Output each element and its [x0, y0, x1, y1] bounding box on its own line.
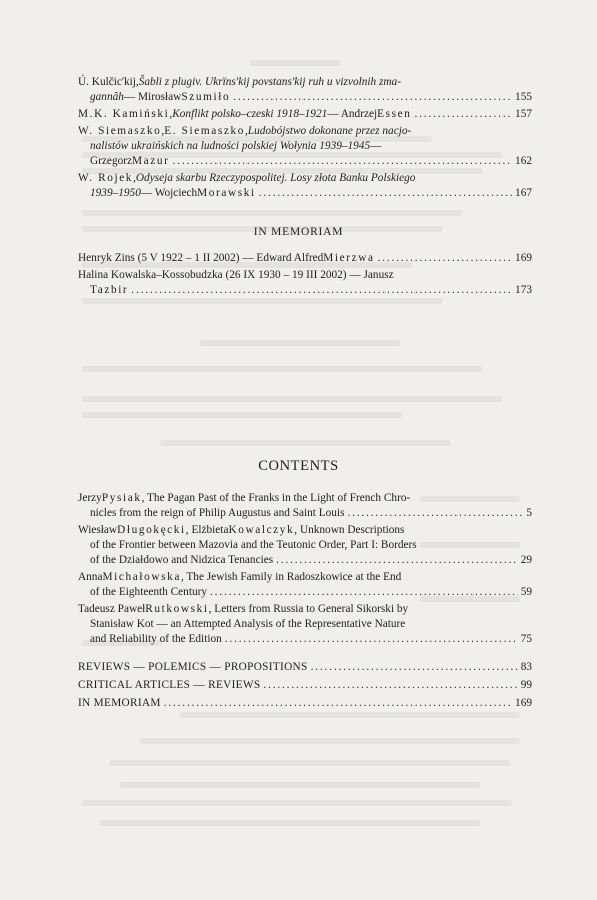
toc-entry: [78, 75, 532, 105]
italic-title: 1939–1950: [90, 187, 141, 199]
author-name: Morawski: [197, 187, 256, 199]
leader-dots: [233, 90, 512, 105]
entry-text: of the Działdowo and Nidzica Tenancies: [90, 554, 274, 566]
author-name: Długokęcki: [117, 524, 186, 536]
author-name: Rutkowski: [145, 603, 209, 615]
entry-text: ,: [244, 125, 248, 137]
leader-dots: [173, 154, 513, 169]
leader-dots: [415, 107, 513, 122]
section-label: CRITICAL ARTICLES — REVIEWS: [78, 679, 261, 691]
entry-text: Jerzy: [78, 492, 102, 504]
section-entry: [78, 678, 532, 693]
entry-text: — Wojciech: [140, 187, 198, 199]
toc-entry: [78, 268, 532, 298]
entry-text: nicles from the reign of Philip Augustus and Saint Louis: [90, 507, 345, 519]
page-number: 157: [515, 108, 532, 120]
author-name: E. Siemaszko: [164, 125, 245, 137]
toc-entry: [78, 124, 532, 169]
entry-text: Grzegorz: [90, 155, 133, 167]
italic-title: gannâh: [90, 91, 124, 103]
leader-dots: [210, 585, 518, 600]
page-number: 83: [520, 661, 532, 673]
leader-dots: [259, 186, 512, 201]
toc-entry: [78, 251, 532, 266]
italic-title: nalistów ukraińskich na ludności polskiej Wołynia 1939–1945: [90, 140, 371, 152]
author-name: Pysiak: [101, 492, 142, 504]
italic-title: Ludobójstwo dokonane przez nacjo-: [247, 125, 412, 137]
toc-entry: [78, 570, 532, 600]
page-number: 167: [515, 187, 532, 199]
author-name: W. Rojek: [78, 172, 134, 184]
page-number: 169: [515, 697, 532, 709]
entry-text: Stanisław Kot — an Attempted Analysis of the Representative Nature: [90, 618, 406, 630]
italic-title: Konflikt polsko–czeski 1918–1921: [172, 108, 328, 120]
page-number: 75: [520, 633, 532, 645]
author-name: Szumiło: [181, 91, 231, 103]
entry-text: Tadeusz Paweł: [78, 603, 146, 615]
author-name: Tazbir: [90, 284, 129, 296]
author-name: W. Siemaszko: [78, 125, 162, 137]
leader-dots: [225, 632, 518, 647]
entry-text: ,: [133, 172, 136, 184]
leader-dots: [263, 678, 517, 693]
author-name: Michałowska: [102, 571, 181, 583]
entry-text: Anna: [78, 571, 103, 583]
entry-text: — Andrzej: [327, 108, 378, 120]
page-number: 99: [520, 679, 532, 691]
toc-entry: [78, 107, 532, 122]
section-entry: [78, 660, 532, 675]
entry-text: , The Jewish Family in Radoszkowice at the End: [180, 571, 402, 583]
author-name: Essen: [377, 108, 412, 120]
author-name: Kowalczyk: [228, 524, 295, 536]
entry-text: , Elżbieta: [185, 524, 229, 536]
contents-heading: CONTENTS: [258, 458, 339, 474]
author-name: M.K. Kamiński: [78, 108, 170, 120]
leader-dots: [276, 553, 518, 568]
entry-text: — Mirosław: [123, 91, 182, 103]
entry-text: Wiesław: [78, 524, 118, 536]
toc-entry: [78, 523, 532, 568]
page-number: 162: [515, 155, 532, 167]
author-name: Mazur: [132, 155, 170, 167]
page-number: 5: [526, 507, 532, 519]
entry-text: Halina Kowalska–Kossobudzka (26 IX 1930 – 19 III 2002) — Janusz: [78, 269, 394, 281]
page-number: 173: [515, 284, 532, 296]
toc-entry: [78, 491, 532, 521]
leader-dots: [378, 251, 512, 266]
entry-text: Henryk Zins (5 V 1922 – 1 II 2002) — Edward Alfred: [78, 252, 324, 264]
section-entry: [78, 696, 532, 711]
entry-text: of the Eighteenth Century: [90, 586, 208, 598]
entry-text: , The Pagan Past of the Franks in the Light of French Chro-: [141, 492, 411, 504]
section-label: REVIEWS — POLEMICS — PROPOSITIONS: [78, 661, 308, 673]
entry-text: Ú. Kulčic'kij,: [78, 76, 139, 88]
in-memoriam-heading: IN MEMORIAM: [253, 226, 344, 238]
entry-text: —: [370, 140, 382, 152]
toc-entry: [78, 602, 532, 647]
entry-text: , Unknown Descriptions: [294, 524, 405, 536]
italic-title: Šabli z plugiv. Ukrïns'kij povstans'kij ruh u vizvolnih zma-: [138, 76, 401, 88]
leader-dots: [164, 696, 512, 711]
entry-text: of the Frontier between Mazovia and the Teutonic Order, Part I: Borders: [90, 539, 417, 551]
page-number: 59: [520, 586, 532, 598]
page-number: 155: [515, 91, 532, 103]
page-number: 169: [515, 252, 532, 264]
entry-text: and Reliability of the Edition: [90, 633, 222, 645]
leader-dots: [131, 283, 512, 298]
author-name: Mierzwa: [323, 252, 375, 264]
leader-dots: [347, 506, 523, 521]
entry-text: , Letters from Russia to General Sikorski by: [208, 603, 409, 615]
leader-dots: [311, 660, 518, 675]
entry-text: ,: [169, 108, 173, 120]
italic-title: Odyseja skarbu Rzeczypospolitej. Losy złota Banku Polskiego: [135, 172, 416, 184]
entry-text: ,: [161, 125, 165, 137]
toc-entry: [78, 171, 532, 201]
page-number: 29: [520, 554, 532, 566]
section-label: IN MEMORIAM: [78, 697, 161, 709]
